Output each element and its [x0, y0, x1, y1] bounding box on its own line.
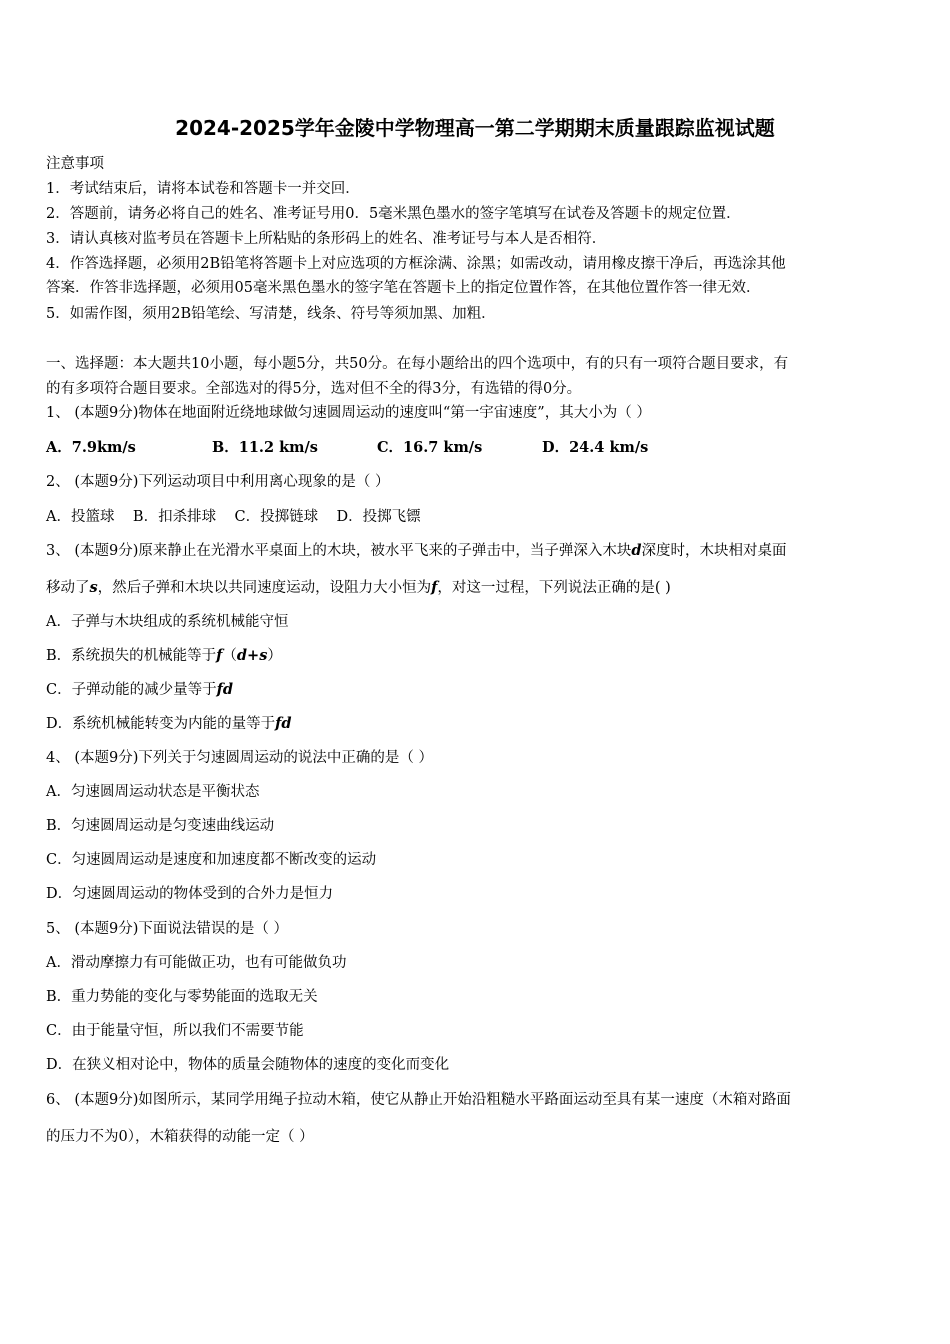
q5-option-d: D．在狭义相对论中，物体的质量会随物体的速度的变化而变化: [46, 1057, 450, 1073]
question-text: 深度时，木块相对桌面: [641, 543, 787, 559]
q4-option-d: D．匀速圆周运动的物体受到的合外力是恒力: [46, 886, 334, 902]
q5-option-a: A．滑动摩擦力有可能做正功，也有可能做负功: [46, 955, 347, 971]
q3-option-d: [46, 712, 292, 733]
variable-d: d: [631, 542, 642, 559]
question-number: 6、: [46, 1092, 70, 1108]
q4-option-c: C．匀速圆周运动是速度和加速度都不断改变的运动: [46, 852, 377, 868]
question-text: ，对这一过程，下列说法正确的是( ): [437, 580, 671, 596]
q3-option-c: [46, 678, 233, 699]
question-1: [46, 401, 651, 422]
q5-option-b: B．重力势能的变化与零势能面的选取无关: [46, 989, 318, 1005]
question-5: [46, 917, 288, 938]
question-2: [46, 470, 390, 491]
variable-fd: fd: [275, 715, 292, 732]
q1-option-d: D．24.4 km/s: [542, 439, 649, 456]
question-3-cont: [46, 576, 671, 597]
variable-f: f: [431, 579, 438, 596]
q1-option-c: C．16.7 km/s: [377, 439, 483, 456]
question-6-cont: 的压力不为0），木箱获得的动能一定（ ）: [46, 1129, 314, 1145]
question-text: (本题9分)下面说法错误的是（ ）: [74, 921, 288, 937]
question-4: [46, 746, 433, 767]
variable-f: f: [216, 647, 223, 664]
question-number: 3、: [46, 543, 70, 559]
page-title: 2024-2025学年金陵中学物理高一第二学期期末质量跟踪监视试题: [175, 116, 775, 140]
question-text: 移动了: [46, 580, 90, 596]
q5-option-c: C．由于能量守恒，所以我们不需要节能: [46, 1023, 304, 1039]
option-text: B．系统损失的机械能等于: [46, 648, 217, 664]
notice-item: 5．如需作图，须用2B铅笔绘、写清楚，线条、符号等须加黑、加粗．: [46, 306, 496, 322]
question-6: [46, 1088, 791, 1109]
question-number: 2、: [46, 474, 70, 490]
option-text: ）: [267, 648, 282, 664]
question-number: 5、: [46, 921, 70, 937]
section-intro: 的有多项符合题目要求。全部选对的得5分，选对但不全的得3分，有选错的得0分。: [46, 381, 582, 397]
option-text: D．系统机械能转变为内能的量等于: [46, 716, 276, 732]
notice-item: 1．考试结束后，请将本试卷和答题卡一并交回．: [46, 181, 360, 197]
variable-ds: d+s: [236, 647, 268, 664]
question-text: ，然后子弹和木块以共同速度运动，设阻力大小恒为: [97, 580, 432, 596]
notice-item: 2．答题前，请务必将自己的姓名、准考证号用0．5毫米黑色墨水的签字笔填写在试卷及答题卡的规定位置．: [46, 206, 741, 222]
q3-option-a: A．子弹与木块组成的系统机械能守恒: [46, 614, 289, 630]
notice-heading: 注意事项: [46, 156, 104, 172]
q4-option-b: B．匀速圆周运动是匀变速曲线运动: [46, 818, 275, 834]
q1-option-b: B．11.2 km/s: [212, 439, 318, 456]
section-intro: 一、选择题：本大题共10小题，每小题5分，共50分。在每小题给出的四个选项中，有的只有一项符合题目要求，有: [46, 356, 789, 372]
option-text: C．子弹动能的减少量等于: [46, 682, 217, 698]
question-number: 1、: [46, 405, 70, 421]
option-text: （: [222, 648, 237, 664]
q2-options: A．投篮球 B．扣杀排球 C．投掷链球 D．投掷飞镖: [46, 509, 421, 525]
question-text: (本题9分)物体在地面附近绕地球做匀速圆周运动的速度叫“第一宇宙速度”，其大小为（ ）: [74, 405, 651, 421]
question-text: (本题9分)下列运动项目中利用离心现象的是（ ）: [74, 474, 390, 490]
variable-s: s: [89, 579, 98, 596]
q4-option-a: A．匀速圆周运动状态是平衡状态: [46, 784, 260, 800]
question-number: 4、: [46, 750, 70, 766]
notice-item: 答案．作答非选择题，必须用05毫米黑色墨水的签字笔在答题卡上的指定位置作答，在其他位置作答一律无效．: [46, 280, 761, 296]
notice-item: 4．作答选择题，必须用2B铅笔将答题卡上对应选项的方框涂满、涂黑；如需改动，请用橡皮擦干净后，再选涂其他: [46, 256, 786, 272]
q3-option-b: [46, 644, 282, 665]
question-3: [46, 539, 787, 560]
question-text: (本题9分)原来静止在光滑水平桌面上的木块，被水平飞来的子弹击中，当子弹深入木块: [74, 543, 632, 559]
q1-option-a: A．7.9km/s: [46, 439, 136, 456]
question-text: (本题9分)如图所示，某同学用绳子拉动木箱，使它从静止开始沿粗糙水平路面运动至具有某一速度（木箱对路面: [74, 1092, 791, 1108]
notice-item: 3．请认真核对监考员在答题卡上所粘贴的条形码上的姓名、准考证号与本人是否相符．: [46, 231, 607, 247]
question-text: (本题9分)下列关于匀速圆周运动的说法中正确的是（ ）: [74, 750, 433, 766]
variable-fd: fd: [216, 681, 233, 698]
